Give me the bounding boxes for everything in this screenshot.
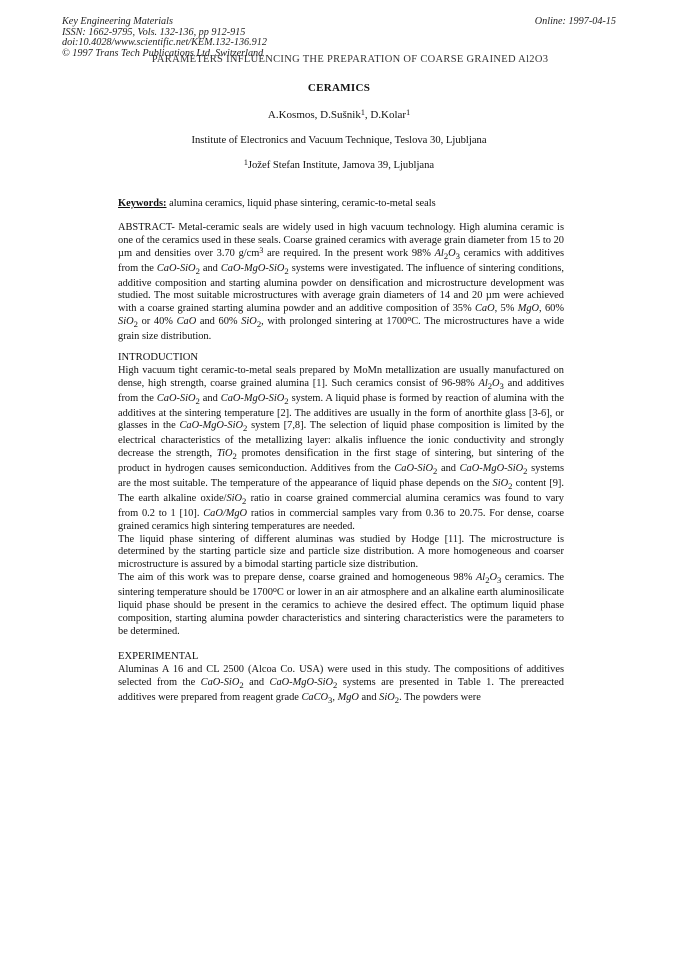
text-run-sub: 2: [242, 495, 247, 506]
text-run-i: CaO: [474, 303, 495, 315]
text-run-i: CaO-SiO: [394, 463, 434, 475]
text-run-sub: 2: [487, 380, 493, 391]
text-run-sub: 2: [133, 319, 138, 330]
text-run-i: O: [448, 247, 456, 259]
text-run-sub: 2: [523, 466, 528, 477]
text-run-sub: 2: [433, 466, 438, 477]
experimental-paragraph: Aluminas A 16 and CL 2500 (Alcoa Co. USA) were used in this study. The compositions of additives selected from the CaO-SiO$_2$ and CaO-MgO-SiO$_2$ systems are presented in Table 1. The prereacted additives were prepared from reagent grade CaCO$_3$, MgO and SiO$_2$. The powders were: [118, 663, 564, 705]
author-affiliation-mark-2: 1: [406, 108, 411, 117]
text-run-i: Al: [475, 572, 486, 584]
title-line-1-text: PARAMETERS INFLUENCING THE PREPARATION OF COARSE GRAINED Al2O3: [151, 54, 549, 65]
experimental-heading: EXPERIMENTAL: [118, 651, 199, 662]
journal-name: Key Engineering Materials: [62, 16, 173, 27]
authors-part-1: A.Kosmos, D.Sušnik: [267, 109, 361, 121]
text-run-sub: 3: [497, 575, 502, 586]
text-run-sub: 2: [242, 423, 248, 434]
text-run-sup: o: [272, 584, 277, 594]
text-run-i: CaO-MgO-SiO: [179, 420, 243, 432]
text-run-sub: 2: [284, 395, 289, 406]
text-run-sub: 2: [239, 679, 244, 690]
text-run-sub: 3: [499, 380, 504, 391]
text-run-i: SiO: [241, 316, 257, 328]
text-run-i: O: [492, 377, 500, 389]
text-run-i: Al: [434, 247, 444, 259]
keywords-text: alumina ceramics, liquid phase sintering, ceramic-to-metal seals: [166, 198, 436, 209]
text-run-i: O: [489, 572, 498, 584]
text-run-sub: 2: [232, 451, 237, 462]
text-run-sub: 2: [195, 265, 200, 276]
text-run-i: SiO: [118, 316, 134, 328]
experimental-section: [118, 651, 564, 707]
text-run-sup: 3: [259, 245, 264, 255]
affiliation-1: Institute of Electronics and Vacuum Technique, Teslova 30, Ljubljana: [191, 135, 487, 146]
text-run-i: CaO-MgO-SiO: [220, 392, 285, 404]
affiliation-2-text: Jožef Stefan Institute, Jamova 39, Ljubljana: [247, 160, 435, 171]
text-run-sub: 2: [333, 679, 338, 690]
journal-doi: doi:10.4028/www.scientific.net/KEM.132-136.912: [62, 37, 267, 49]
text-run-i: CaO: [176, 316, 197, 328]
introduction-paragraph-2: The liquid phase sintering of different aluminas was studied by Hodge [11]. The microstructure is determined by the starting particle size and particle size distribution. A more homogeneous and coarser microstructure is assured by a bimodal starting particle size distribution.: [118, 533, 564, 571]
authors: [0, 109, 678, 121]
text-run-sup: o: [407, 314, 412, 324]
introduction-paragraph-3: The aim of this work was to prepare dense, coarse grained and homogeneous 98% $Al_2O_3$ ceramics. The sintering temperature should be 1700$^o$C or lower in an air atmosphere and an alkaline earth aluminosilicate liquid phase should be present in the ceramics to achieve the desired effect. The optimum liquid phase composition, starting alumina powder characteristics and sintering characteristics were the parameters to be determined.: [118, 572, 564, 637]
text-run-i: CaO-SiO: [156, 392, 196, 404]
text-run-sub: 2: [485, 575, 490, 586]
text-run-sub: 2: [195, 395, 200, 406]
text-run-i: CaO-MgO-SiO: [269, 676, 334, 688]
title-line-1: [140, 54, 560, 70]
affiliation-2: [0, 160, 678, 171]
keywords-label: Keywords:: [118, 198, 167, 209]
text-run-i: CaO/MgO: [203, 507, 248, 519]
text-run-sub: 3: [455, 250, 460, 261]
text-run-i: SiO: [226, 492, 243, 504]
text-run-i: SiO: [379, 691, 395, 703]
text-run-sub: 3: [328, 694, 333, 705]
text-run-i: MgO: [337, 691, 359, 703]
title-line-2: CERAMICS: [307, 82, 371, 94]
online-date: Online: 1997-04-15: [534, 16, 616, 27]
text-run-sub: 2: [284, 265, 289, 276]
journal-copyright: © 1997 Trans Tech Publications Ltd, Switzerland: [62, 47, 264, 59]
introduction-heading: INTRODUCTION: [118, 352, 199, 363]
text-run-i: CaCO: [301, 691, 329, 703]
abstract: [118, 222, 564, 344]
text-run-sub: 2: [508, 481, 513, 492]
text-run-i: CaO-MgO-SiO: [459, 463, 524, 475]
text-run-i: TiO: [216, 448, 233, 460]
journal-issn: ISSN: 1662-9795, Vols. 132-136, pp 912-915: [62, 26, 246, 38]
text-run-sub: 2: [394, 694, 400, 705]
affiliation-2-mark: 1: [243, 158, 248, 167]
text-run-sub: 2: [443, 250, 449, 261]
keywords: [118, 198, 564, 209]
introduction-section: [118, 352, 564, 638]
text-run-sub: 2: [256, 319, 262, 330]
text-run-i: CaO-MgO-SiO: [220, 262, 285, 274]
text-run-i: SiO: [492, 477, 509, 489]
text-run-i: CaO-SiO: [200, 676, 240, 688]
author-affiliation-mark: 1: [360, 108, 365, 117]
abstract-paragraph: ABSTRACT- Metal-ceramic seals are widely used in high vacuum technology. High alumina ceramic is one of the ceramics used in these seals. Coarse grained ceramics with average grain diameter from 15 to 20 µm and densities over 3.70 $g/cm^3$ are required. In the present work 98% $Al_2O_3$ ceramics with additives from the CaO-SiO$_2$ and CaO-MgO-SiO$_2$ systems were investigated. The influence of sintering conditions, additive composition and starting alumina powder on densification and microstructure development was studied. The most suitable microstructures with average grain diameters of 14 and 20 µm were achieved with a coarse grained starting alumina powder and an additive composition of 35% CaO, 5% MgO, 60% SiO$_2$ or 40% CaO and 60% SiO$_2$, with prolonged sintering at 1700$^o$C. The microstructures have a wide grain size distribution.: [118, 222, 565, 342]
text-run-i: MgO: [517, 303, 540, 315]
text-run-i: Al: [478, 377, 488, 389]
text-run-i: CaO-SiO: [156, 262, 196, 274]
authors-part-2: , D.Kolar: [364, 109, 407, 121]
introduction-paragraph-1: High vacuum tight ceramic-to-metal seals prepared by MoMn metallization are usually manufactured on dense, high strength, coarse grained alumina [1]. Such ceramics consist of 96-98% $Al_2O_3$ and additives from the CaO-SiO$_2$ and CaO-MgO-SiO$_2$ system. A liquid phase is formed by reaction of alumina with the additives at the sintering temperature [2]. The additives are usually in the form of anorthite glass [3-6], or glasses in the CaO-MgO-SiO$_2$ system [7,8]. The selection of liquid phase composition is limited by the electrical characteristics of the metallizing layer: alkalis influence the ionic conductivity and strongly decrease the strength, TiO$_2$ promotes densification in the first stage of sintering, but sintering of the product in hydrogen causes semiconduction. Additives from the CaO-SiO$_2$ and CaO-MgO-SiO$_2$ systems are the most suitable. The temperature of the appearance of liquid phase depends on the SiO$_2$ content [9]. The earth alkaline oxide/SiO$_2$ ratio in coarse grained commercial alumina ceramics was found to vary from 0.2 to 1 [10]. CaO/MgO ratios in commercial samples vary from 0.36 to 20.75. For dense, coarse grained ceramics high sintering temperatures are needed.: [118, 364, 565, 532]
